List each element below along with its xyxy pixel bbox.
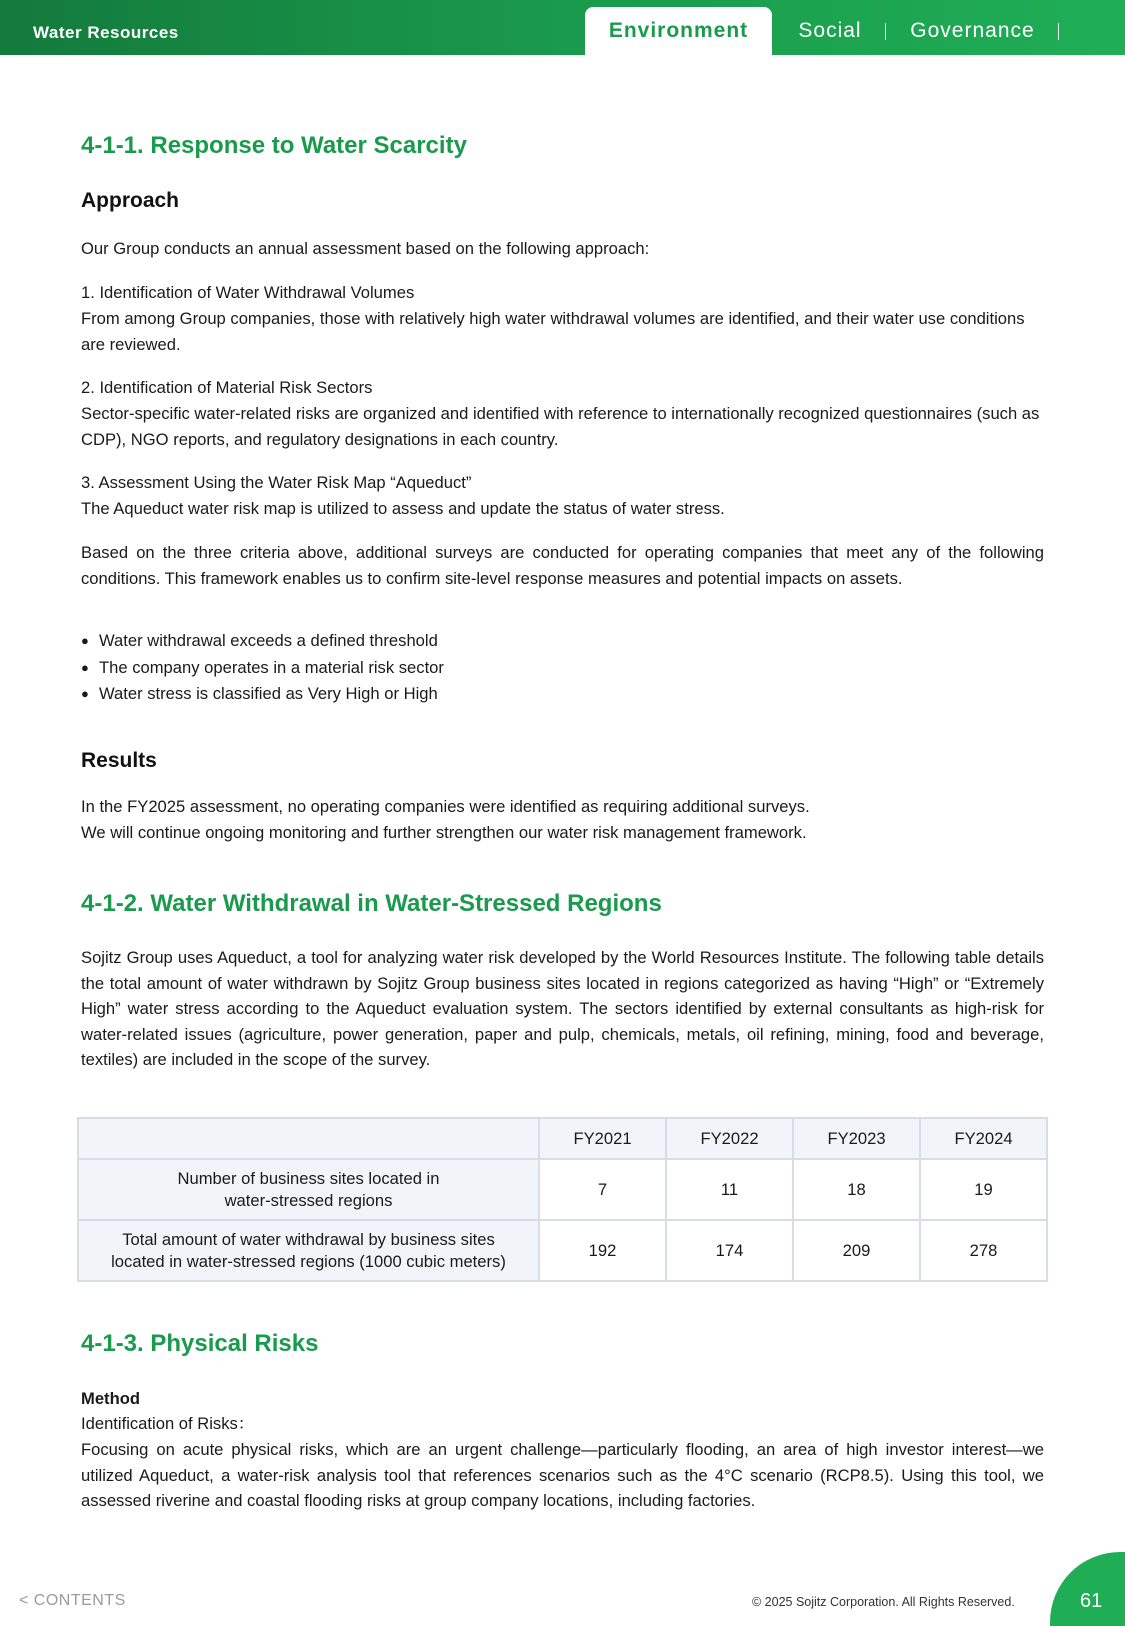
header-bar: [0, 0, 1125, 55]
results-line2: We will continue ongoing monitoring and further strengthen our water risk management framework.: [81, 823, 807, 842]
row-label-line: located in water-stressed regions (1000 cubic meters): [111, 1251, 506, 1271]
table-cell: 174: [666, 1220, 793, 1281]
table-cell: 209: [793, 1220, 920, 1281]
column-header: FY2023: [793, 1118, 920, 1159]
step3-title: 3. Assessment Using the Water Risk Map “Aqueduct”: [81, 473, 472, 492]
row-label: [78, 1220, 539, 1281]
criteria-paragraph: Based on the three criteria above, additional surveys are conducted for operating companies that meet any of the following conditions. This framework enables us to confirm site-level response measures and potential impacts on assets.: [81, 543, 1044, 588]
section-label: Water Resources: [33, 23, 179, 42]
table-cell: 18: [793, 1159, 920, 1220]
list-item: ● Water stress is classified as Very High or High: [81, 681, 444, 708]
step2-body: Sector-specific water-related risks are organized and identified with reference to internationally recognized questionnaires (such as CDP), NGO reports, and regulatory designations in each country.: [81, 404, 1040, 449]
results-heading: Results: [81, 749, 157, 772]
table-corner-cell: [78, 1118, 539, 1159]
step1-title: 1. Identification of Water Withdrawal Volumes: [81, 283, 415, 302]
physical-risks-paragraph: Focusing on acute physical risks, which are an urgent challenge—particularly flooding, an area of high investor interest—we utilized Aqueduct, a water-risk analysis tool that references scenarios such as the 4°C scenario (RCP8.5). Using this tool, we assessed riverine and coastal flooding risks at group company locations, including factories.: [81, 1440, 1044, 1510]
tab-governance[interactable]: Governance: [910, 19, 1035, 42]
results-line1: In the FY2025 assessment, no operating companies were identified as requiring additional surveys.: [81, 797, 810, 816]
row-label-line: water-stressed regions: [224, 1190, 393, 1210]
table-header-row: [78, 1118, 1047, 1159]
copyright-text: © 2025 Sojitz Corporation. All Rights Reserved.: [752, 1595, 1015, 1609]
table-cell: 7: [539, 1159, 666, 1220]
table-cell: 19: [920, 1159, 1047, 1220]
approach-heading: Approach: [81, 189, 180, 212]
tab-divider: [885, 23, 886, 40]
list-item: ● Water withdrawal exceeds a defined threshold: [81, 628, 444, 655]
page-number: 61: [1080, 1590, 1103, 1612]
withdrawal-paragraph: Sojitz Group uses Aqueduct, a tool for analyzing water risk developed by the World Resources Institute. The following table details the total amount of water withdrawn by Sojitz Group business sites located in regions categorized as having “High” or “Extremely High” water stress according to the Aqueduct evaluation system. The sectors identified by external consultants as high-risk for water-related issues (agriculture, power generation, paper and pulp, chemicals, metals, oil refining, mining, food and beverage, textiles) are included in the scope of the survey.: [81, 948, 1044, 1069]
table-row: [78, 1159, 1047, 1220]
tab-environment[interactable]: Environment: [585, 7, 772, 55]
row-label: [78, 1159, 539, 1220]
section-title-physical-risks: 4-1-3. Physical Risks: [81, 1330, 319, 1357]
identification-label: Identification of Risks：: [81, 1414, 255, 1433]
contents-link[interactable]: < CONTENTS: [19, 1592, 126, 1609]
page-number-tab: [1050, 1552, 1125, 1626]
column-header: FY2021: [539, 1118, 666, 1159]
row-label-line: Total amount of water withdrawal by business sites: [122, 1229, 495, 1249]
intro-paragraph: Our Group conducts an annual assessment based on the following approach:: [81, 239, 650, 258]
table-row: [78, 1220, 1047, 1281]
water-withdrawal-table: [77, 1117, 1048, 1282]
conditions-list: [81, 628, 444, 708]
table-cell: 278: [920, 1220, 1047, 1281]
section-title-water-scarcity: 4-1-1. Response to Water Scarcity: [81, 132, 467, 159]
list-item: ● The company operates in a material risk sector: [81, 655, 444, 682]
step3-body: The Aqueduct water risk map is utilized to assess and update the status of water stress.: [81, 499, 725, 518]
row-label-line: Number of business sites located in: [177, 1168, 440, 1188]
method-heading: Method: [81, 1389, 140, 1408]
table-cell: 11: [666, 1159, 793, 1220]
column-header: FY2024: [920, 1118, 1047, 1159]
column-header: FY2022: [666, 1118, 793, 1159]
tab-divider: [1058, 23, 1059, 40]
table-cell: 192: [539, 1220, 666, 1281]
step1-body: From among Group companies, those with relatively high water withdrawal volumes are identified, and their water use conditions are reviewed.: [81, 309, 1025, 354]
step2-title: 2. Identification of Material Risk Sectors: [81, 378, 373, 397]
tab-social[interactable]: Social: [798, 19, 862, 42]
section-title-water-withdrawal: 4-1-2. Water Withdrawal in Water-Stressed Regions: [81, 890, 662, 917]
